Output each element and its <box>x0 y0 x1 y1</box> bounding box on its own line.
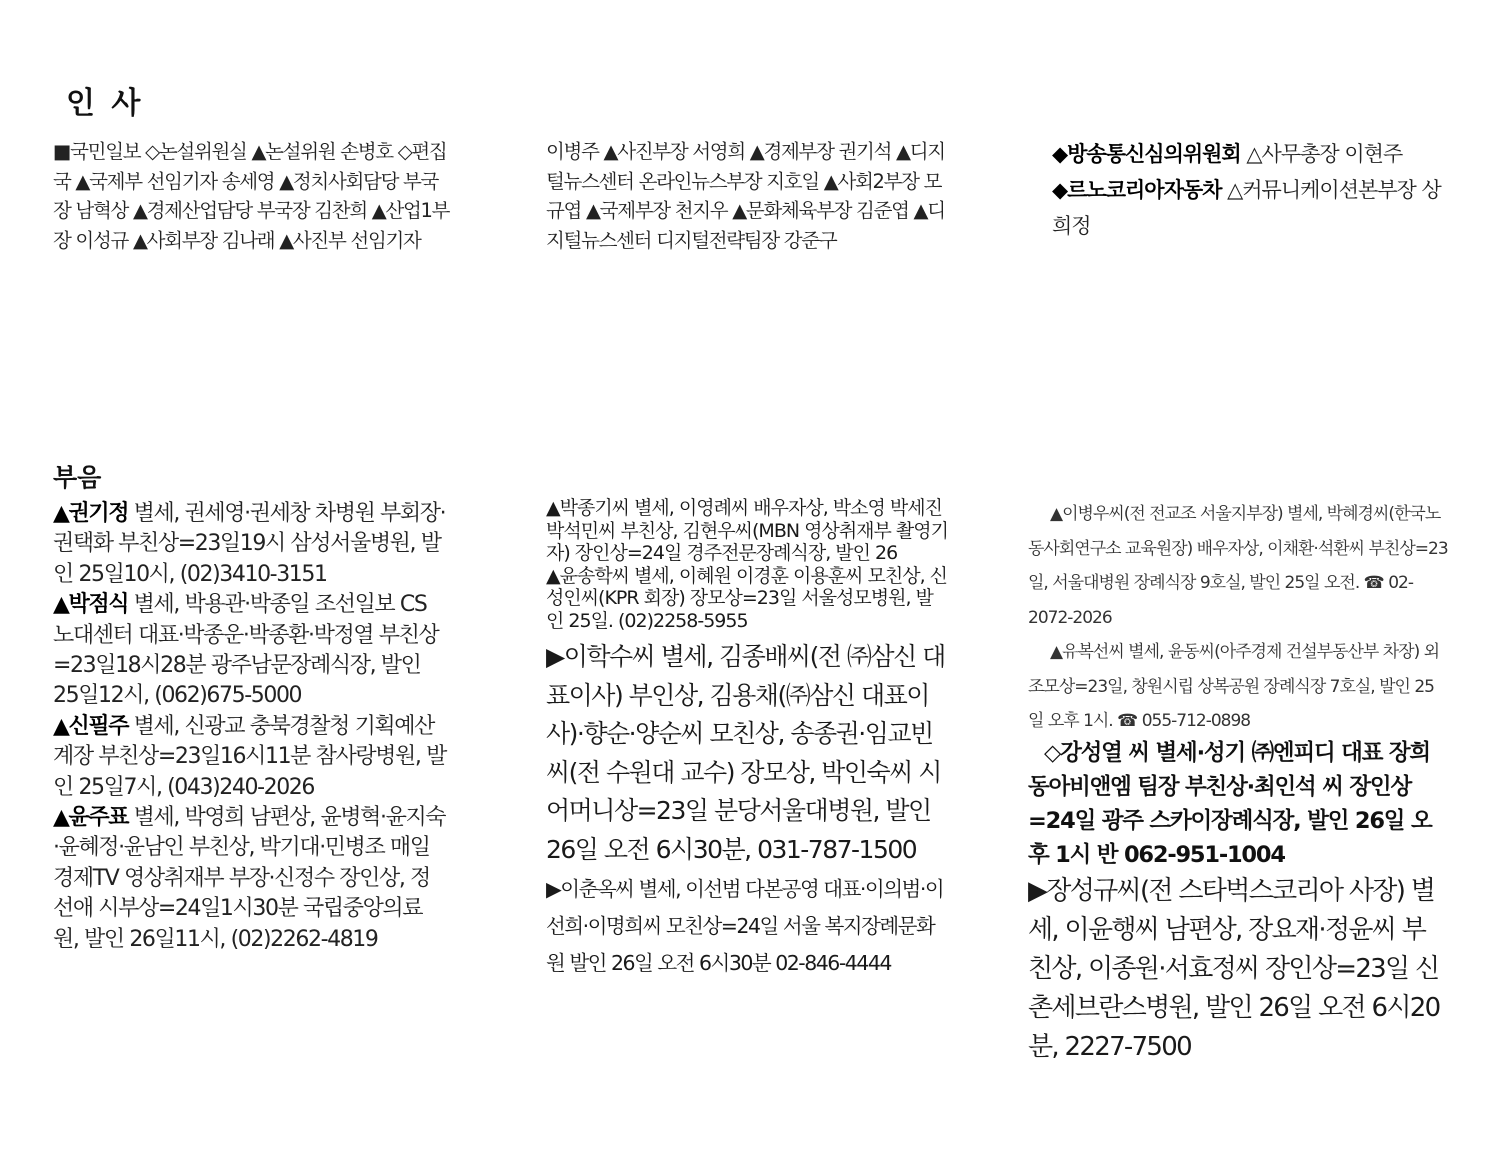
obituary-entry <box>53 499 447 590</box>
insa-column-2: 이병주 ▲사진부장 서영희 ▲경제부장 권기석 ▲디지털뉴스센터 온라인뉴스부장 지호일 ▲사회2부장 모규엽 ▲국제부장 천지우 ▲문화체육부장 김준엽 ▲디지털뉴스센터 디지털전략팀장 강준구 <box>546 140 945 252</box>
deceased-name: ▲신필주 <box>53 713 129 739</box>
corp-appointment <box>1052 136 1452 172</box>
obituary-text: 별세, 권세영·권세창 차병원 부회장·권택화 부친상=23일19시 삼성서울병원, 발인 25일10시, (02)3410-3151 <box>53 501 446 587</box>
obituary-entry: ▲윤송학씨 별세, 이혜원 이경훈 이용훈씨 모친상, 신성인씨(KPR 회장) 장모상=23일 서울성모병원, 발인 25일. (02)2258-5955 <box>546 564 948 632</box>
obituary-entry <box>53 590 447 712</box>
obituary-text: 별세, 신광교 충북경찰청 기획예산계장 부친상=23일16시11분 참사랑병원, 발인 25일7시, (043)240-2026 <box>53 713 446 800</box>
obituary-entry: ▲유복선씨 별세, 윤동씨(아주경제 건설부동산부 차장) 외조모상=23일, 창원시립 상복공원 장례식장 7호실, 발인 25일 오후 1시. ☎ 055-712-0898 <box>1028 642 1440 731</box>
bueum-title: 부음 <box>53 463 102 492</box>
corp-appointee: △사무총장 이현주 <box>1240 142 1403 166</box>
corp-appointee: △커뮤니케이션본부장 상희정 <box>1052 178 1441 238</box>
insa-title: 인 사 <box>66 86 144 121</box>
obituary-entry <box>53 712 447 803</box>
corp-name: ◆르노코리아자동차 <box>1052 178 1222 202</box>
obituary-text: 별세, 박용관·박종일 조선일보 CS 노대센터 대표·박종운·박종환·박정열 부친상=23일18시28분 광주남문장례식장, 발인 25일12시, (062)675-5000 <box>53 592 439 709</box>
corp-appointment <box>1052 172 1452 244</box>
bueum-column-2 <box>546 497 948 982</box>
deceased-name: ▲윤주표 <box>53 805 129 831</box>
deceased-name: ▲박점식 <box>53 592 129 618</box>
obituary-entry: ◇강성열 씨 별세·성기 ㈜엔피디 대표 장희 동아비앤엠 팀장 부친상·최인석 씨 장인상=24일 광주 스카이장례식장, 발인 26일 오후 1시 반 062-951-1004 <box>1028 739 1432 868</box>
obituary-group-a <box>546 497 948 632</box>
insa-column-3 <box>1052 136 1452 244</box>
corp-name: ◆방송통신심의위원회 <box>1052 142 1241 166</box>
deceased-name: ▲권기정 <box>53 501 129 526</box>
insa-column-1: ■국민일보 ◇논설위원실 ▲논설위원 손병호 ◇편집국 ▲국제부 선임기자 송세영 ▲정치사회담당 부국장 남혁상 ▲경제산업담당 부국장 김찬희 ▲산업1부장 이성규 ▲사회부장 김나래 ▲사진부 선임기자 <box>53 140 450 252</box>
obituary-entry: ▲이병우씨(전 전교조 서울지부장) 별세, 박혜경씨(한국노동사회연구소 교육원장) 배우자상, 이채환·석환씨 부친상=23일, 서울대병원 장례식장 9호실, 발인 25일 오전. ☎ 02-2072-2026 <box>1028 504 1448 628</box>
obituary-entry: ▶이춘옥씨 별세, 이선범 다본공영 대표·이의범·이선희·이명희씨 모친상=24일 서울 복지장례문화원 발인 26일 오전 6시30분 02-846-4444 <box>546 877 944 975</box>
obituary-entry <box>53 803 447 955</box>
obituary-group-a <box>1028 497 1448 739</box>
obituary-text: 별세, 박영희 남편상, 윤병혁·윤지숙·윤혜정·윤남인 부친상, 박기대·민병조 매일경제TV 영상취재부 부장·신정수 장인상, 정선애 시부상=24일1시30분 국립중앙의료원, 발인 26일11시, (02)2262-4819 <box>53 805 446 952</box>
bueum-column-3 <box>1028 497 1448 1067</box>
obituary-entry: ▶이학수씨 별세, 김종배씨(전 ㈜삼신 대표이사) 부인상, 김용채(㈜삼신 대표이사)·향순·양순씨 모친상, 송종권·임교빈씨(전 수원대 교수) 장모상, 박인숙씨 시어머니상=23일 분당서울대병원, 발인 26일 오전 6시30분, 031-787-1500 <box>546 642 945 864</box>
bueum-column-1 <box>53 499 447 955</box>
obituary-entry: ▲박종기씨 별세, 이영례씨 배우자상, 박소영 박세진 박석민씨 부친상, 김현우씨(MBN 영상취재부 촬영기자) 장인상=24일 경주전문장례식장, 발인 26 <box>546 497 948 564</box>
obituary-entry: ▶장성규씨(전 스타벅스코리아 사장) 별세, 이윤행씨 남편상, 장요재·정윤씨 부친상, 이종원·서효정씨 장인상=23일 신촌세브란스병원, 발인 26일 오전 6시20분, 2227-7500 <box>1028 875 1440 1062</box>
